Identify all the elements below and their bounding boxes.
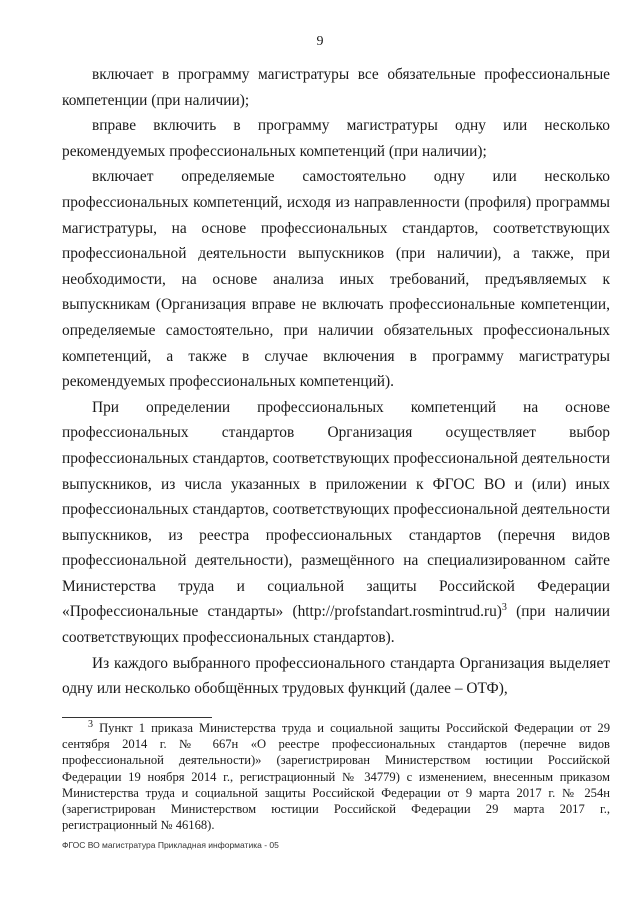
body-text (62, 62, 610, 702)
paragraph-4-tail: (при наличии соответствующих профессиональных стандартов). (62, 603, 610, 647)
footnote (62, 720, 610, 833)
footnote-marker: 3 (88, 718, 93, 730)
paragraph-3: включает определяемые самостоятельно одну или несколько профессиональных компетенций, исходя из направленности (профиля) программы магистратуры, на основе профессиональных стандартов, соответствующих профессиональной деятельности выпускников (при наличии), а также, при необходимости, на основе анализа иных требований, предъявляемых к выпускникам (Организация вправе не включать профессиональные компетенции, определяемые самостоятельно, при наличии обязательных профессиональных компетенций, а также в случае включения в программу магистратуры рекомендуемых профессиональных компетенций). (62, 168, 610, 391)
page-footer: ФГОС ВО магистратура Прикладная информатика - 05 (62, 840, 279, 850)
paragraph-2: вправе включить в программу магистратуры одну или несколько рекомендуемых профессиональных компетенций (при наличии); (62, 117, 610, 160)
paragraph-4-text: При определении профессиональных компетенций на основе профессиональных стандартов Организация осуществляет выбор профессиональных стандартов, соответствующих профессиональной деятельности выпускников, из числа указанных в приложении к ФГОС ВО и (или) иных профессиональных стандартов, соответствующих профессиональной деятельности выпускников, из реестра профессиональных стандартов (перечня видов профессиональной деятельности), размещённого на специализированном сайте Министерства труда и социальной защиты Российской Федерации «Профессиональные стандарты» (http://profstandart.rosmintrud.ru) (62, 398, 610, 621)
footnote-reference[interactable]: 3 (501, 602, 507, 614)
paragraph-5: Из каждого выбранного профессионального стандарта Организация выделяет одну или несколько обобщённых трудовых функций (далее – ОТФ), (62, 654, 610, 698)
page-number: 9 (316, 34, 324, 49)
footnote-text: Пункт 1 приказа Министерства труда и социальной защиты Российской Федерации от 29 сентября 2014 г. № 667н «О реестре профессиональных стандартов (перечне видов профессиональной деятельности)» (зарегистрирован Министерством юстиции Российской Федерации 19 ноября 2014 г., регистрационный № 34779) с изменением, внесенным приказом Министерства труда и социальной защиты Российской Федерации от 9 марта 2017 г. № 254н (зарегистрирован Министерством юстиции Российской Федерации 29 марта 2017 г., регистрационный № 46168). (62, 721, 610, 833)
footnote-divider (62, 717, 212, 718)
paragraph-4 (62, 395, 610, 651)
paragraph-1: включает в программу магистратуры все обязательные профессиональные компетенции (при наличии); (62, 66, 610, 109)
